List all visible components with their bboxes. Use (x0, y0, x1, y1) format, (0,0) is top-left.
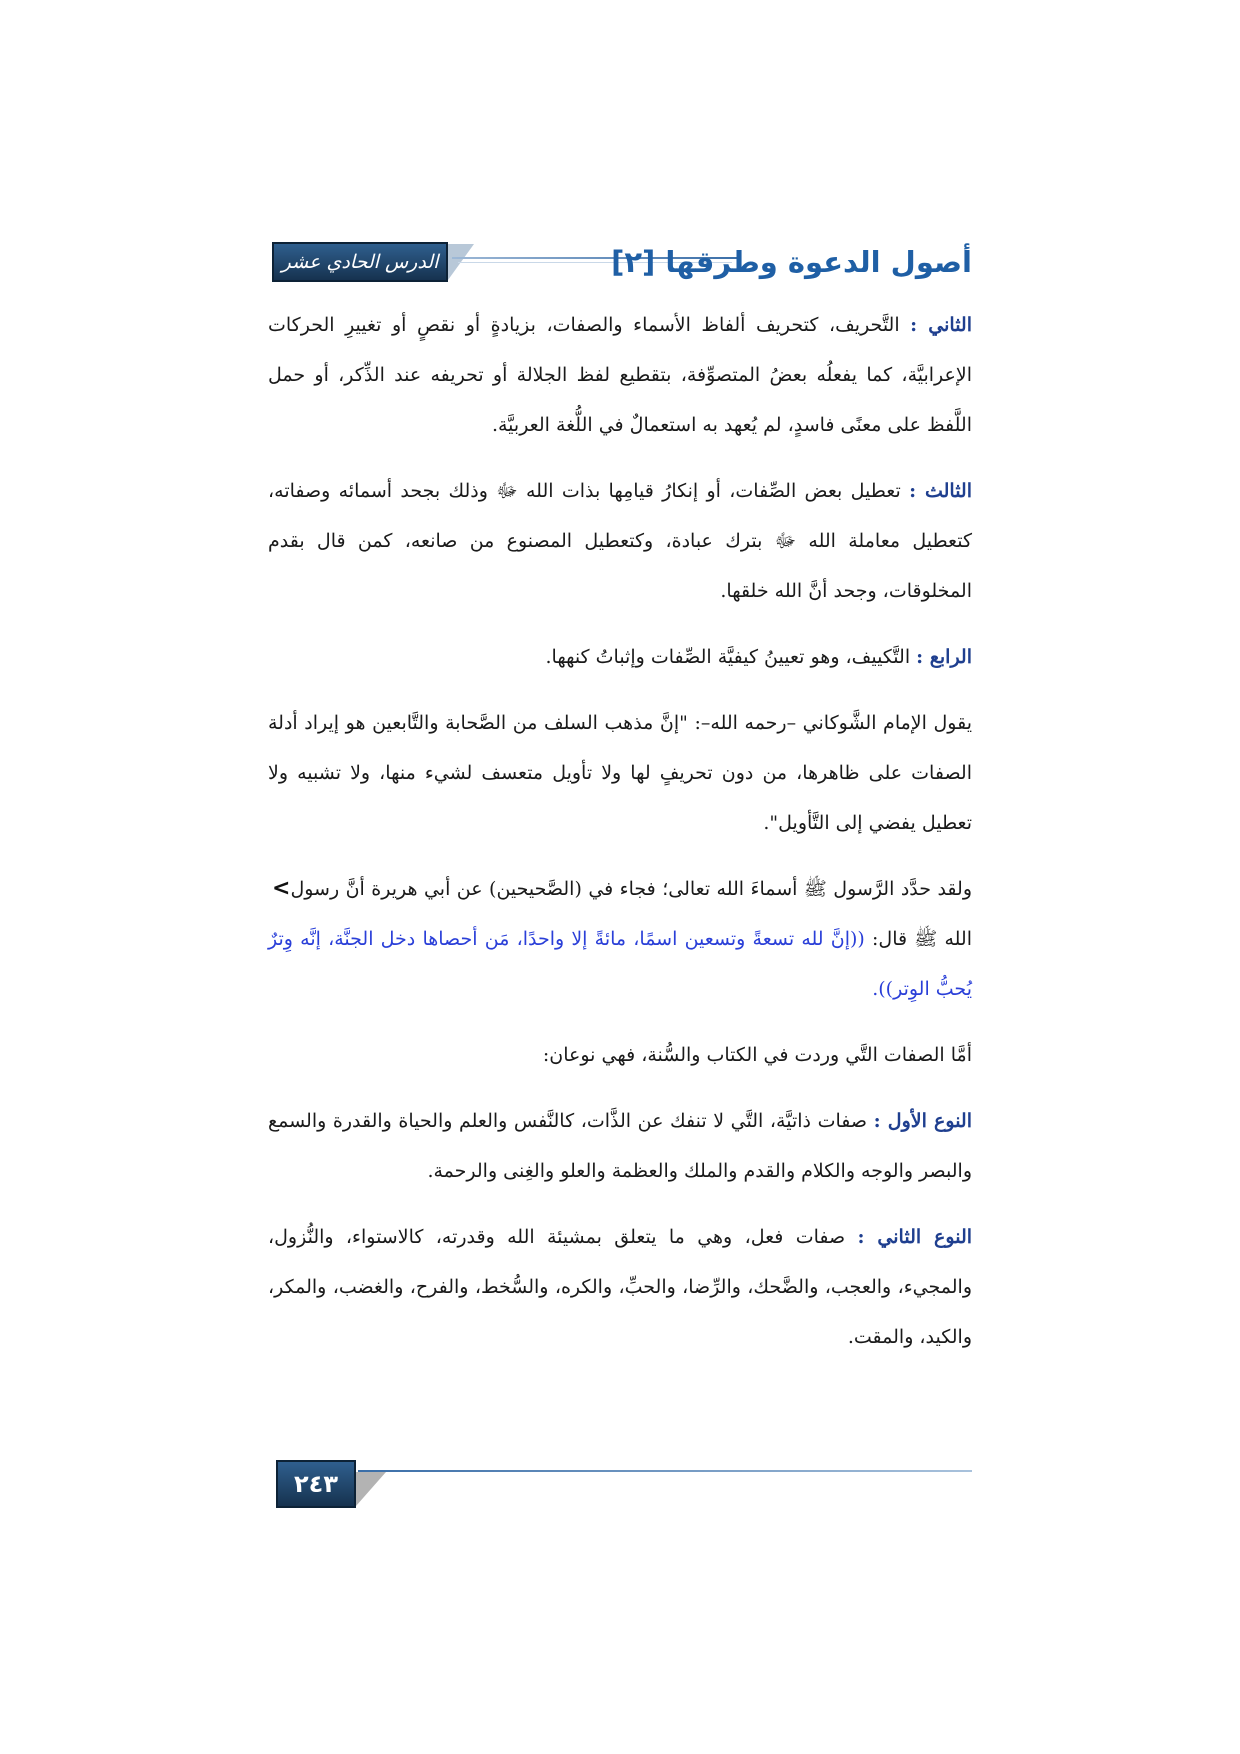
type-text: صفات ذاتيَّة، التَّي لا تنفك عن الذَّات، كالنَّفس والعلم والحياة والقدرة والسمع والبصر والوجه والكلام والقدم والملك والعظمة والعلو والغِنى والرحمة. (268, 1110, 972, 1182)
type-label: النوع الأول : (873, 1110, 972, 1132)
arrow-marker-icon: > (272, 876, 291, 901)
paragraph-text: يقول الإمام الشَّوكاني –رحمه الله–: "إنَّ مذهب السلف من الصَّحابة والتَّابعين هو إيراد أدلة الصفات على ظاهرها، من دون تحريفٍ لها ولا تأويل متعسف لشيء منها، ولا تشبيه ولا تعطيل يفضي إلى التَّأويل". (268, 712, 972, 834)
paragraph-hadith (268, 864, 972, 1014)
paragraph-text: تعطيل بعض الصِّفات، أو إنكارُ قيامِها بذات الله ﷻ وذلك بجحد أسمائه وصفاته، كتعطيل معاملة الله ﷻ بترك عبادة، وكتعطيل المصنوع من صانعه، كمن قال بقدم المخلوقات، وجحد أنَّ الله خلقها. (268, 480, 972, 602)
paragraph-text: التَّحريف، كتحريف ألفاظ الأسماء والصفات، بزيادةٍ أو نقصٍ أو تغييرِ الحركات الإعرابيَّة، كما يفعلُه بعضُ المتصوِّفة، بتقطيع لفظ الجلالة أو تحريفه عند الذِّكر، أو حمل اللَّفظ على معنًى فاسدٍ، لم يُعهد به استعمالٌ في اللُّغة العربيَّة. (268, 314, 972, 436)
page-footer (276, 1460, 972, 1510)
paragraph-fourth (268, 632, 972, 682)
type-second (268, 1212, 972, 1362)
hadith-quote: ((إنَّ لله تسعةً وتسعين اسمًا، مائةً إلا واحدًا، مَن أحصاها دخل الجنَّة، إنَّه وِترٌ يُحبُّ الوِتر)). (268, 928, 972, 1000)
paragraph-text: التَّكييف، وهو تعيينُ كيفيَّة الصِّفات وإثباتُ كنهها. (545, 646, 911, 668)
type-label: النوع الثاني : (857, 1226, 973, 1248)
paragraph-third (268, 466, 972, 616)
page-number-shadow (356, 1472, 386, 1506)
type-text: صفات فعل، وهي ما يتعلق بمشيئة الله وقدرته، كالاستواء، والنُّزول، والمجيء، والعجب، والضَّحك، والرِّضا، والحبِّ، والكره، والسُّخط، والفرح، والغضب، والمكر، والكيد، والمقت. (268, 1226, 972, 1348)
lesson-tab-label: الدرس الحادي عشر (281, 251, 439, 273)
footer-rule (358, 1470, 972, 1472)
book-title: أصول الدعوة وطرقها [٢] (611, 245, 972, 279)
page-number-box (276, 1460, 356, 1508)
types-intro: أمَّا الصفات التَّي وردت في الكتاب والسُّنة، فهي نوعان: (542, 1044, 972, 1066)
lesson-tab (272, 242, 448, 282)
paragraph-label: الرابع : (916, 646, 972, 668)
page-header (272, 238, 972, 286)
paragraph-label: الثالث : (909, 480, 972, 502)
paragraph-shawkani-quote (268, 698, 972, 848)
paragraph-label: الثاني : (910, 314, 972, 336)
page-body (268, 300, 972, 1378)
hadith-intro: ولقد حدَّد الرَّسول ﷺ أسماءَ الله تعالى؛ فجاء في (الصَّحيحين) عن أبي هريرة أنَّ رسول الله ﷺ قال: (290, 878, 972, 950)
page-number: ٢٤٣ (294, 1470, 338, 1498)
paragraph-second (268, 300, 972, 450)
type-first (268, 1096, 972, 1196)
